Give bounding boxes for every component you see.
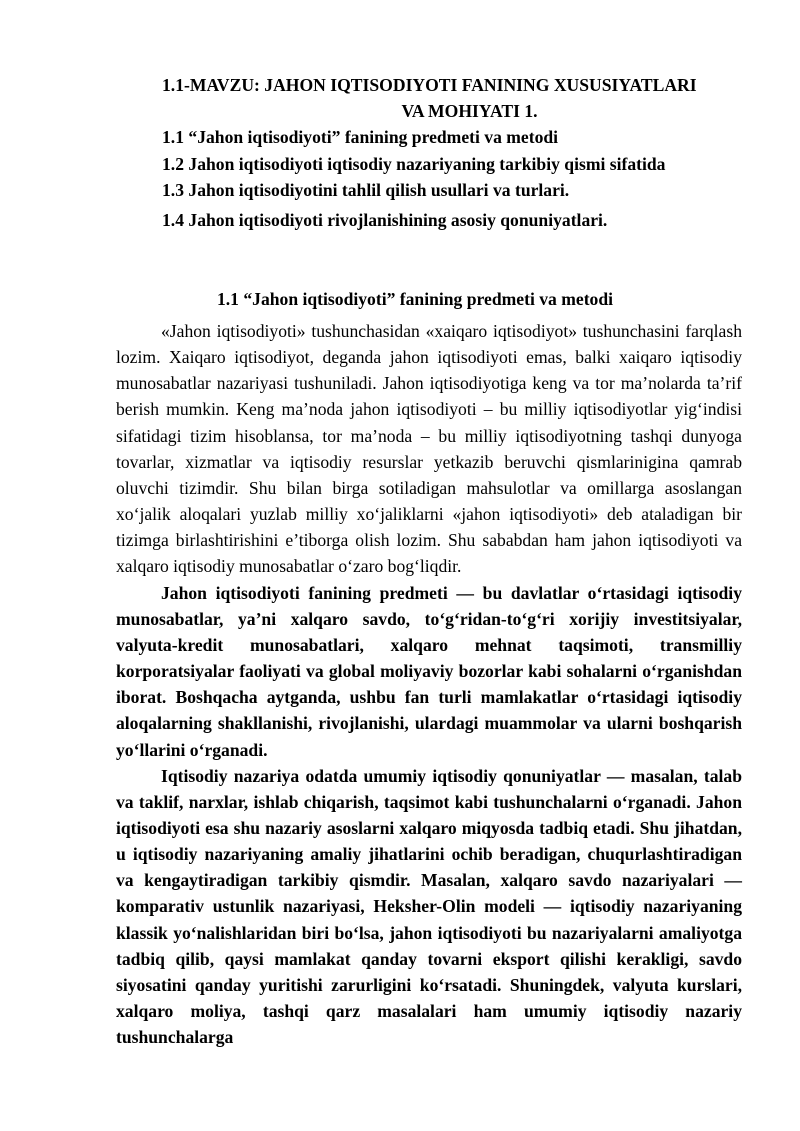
topic-outline — [162, 124, 747, 233]
outline-item: 1.3 Jahon iqtisodiyotini tahlil qilish usullari va turlari. — [162, 180, 570, 200]
topic-title-line-1: 1.1-MAVZU: JAHON IQTISODIYOTI FANINING XUSUSIYATLARI — [162, 75, 697, 95]
topic-header — [162, 72, 747, 233]
paragraph: Iqtisodiy nazariya odatda umumiy iqtisodiy qonuniyatlar — masalan, talab va taklif, narxlar, ishlab chiqarish, taqsimot kabi tushunchalarni o‘rganadi. Jahon iqtisodiyoti esa shu nazariy asoslarni xalqaro miqyosda tadbiq etadi. Shu jihatdan, u iqtisodiy nazariyaning amaliy jihatlarini ochib beradigan, chuqurlashtiradigan va kengaytiradigan tarkibiy qismdir. Masalan, xalqaro savdo nazariyalari — komparativ ustunlik nazariyasi, Heksher-Olin modeli — iqtisodiy nazariyaning klassik yo‘nalishlaridan biri bo‘lsa, jahon iqtisodiyoti bu nazariyalarni amaliyotga tadbiq qilib, qaysi mamlakat qanday tovarni eksport qilishi kerakligi, savdo siyosatini qanday yuritishi zarurligini ko‘rsatadi. Shuningdek, valyuta kurslari, xalqaro moliya, tashqi qarz masalalari ham umumiy iqtisodiy nazariy tushunchalarga — [116, 765, 742, 1048]
outline-item: 1.4 Jahon iqtisodiyoti rivojlanishining asosiy qonuniyatlari. — [162, 209, 608, 230]
body-text — [116, 318, 742, 1050]
section-heading: 1.1 “Jahon iqtisodiyoti” fanining predmeti va metodi — [216, 289, 614, 309]
outline-item: 1.1 “Jahon iqtisodiyoti” fanining predmeti va metodi — [162, 127, 559, 147]
outline-item: 1.2 Jahon iqtisodiyoti iqtisodiy nazariyaning tarkibiy qismi sifatida — [162, 153, 666, 174]
paragraph: Jahon iqtisodiyoti fanining predmeti — bu davlatlar o‘rtasidagi iqtisodiy munosabatlar, ya’ni xalqaro savdo, to‘g‘ridan-to‘g‘ri xorijiy investitsiyalar, valyuta-kredit munosabatlari, xalqaro mehnat taqsimoti, transmilliy korporatsiyalar faoliyati va global moliyaviy bozorlar kabi sohalarni o‘rganishdan iborat. Boshqacha aytganda, ushbu fan turli mamlakatlar o‘rtasidagi iqtisodiy aloqalarning shakllanishi, rivojlanishi, ulardagi muammolar va ularni boshqarish yo‘llarini o‘rganadi. — [116, 582, 742, 760]
paragraph: «Jahon iqtisodiyoti» tushunchasidan «xaiqaro iqtisodiyot» tushunchasini farqlash lozim. Xaiqaro iqtisodiyot, deganda jahon iqtisodiyoti emas, balki xaiqaro iqtisodiy munosabatlar nazariyasi tushuniladi. Jahon iqtisodiyotiga keng va tor ma’nolarda ta’rif berish mumkin. Keng ma’noda jahon iqtisodiyoti – bu milliy iqtisodiyotlar yig‘indisi sifatidagi tizim hisoblansa, tor ma’noda – bu milliy iqtisodiyotning tashqi dunyoga tovarlar, xizmatlar va iqtisodiy resurslar yetkazib beruvchi qismlarinigina qamrab oluvchi tizimdir. Shu bilan birga sotiladigan mahsulotlar va omillarga asoslangan xo‘jalik aloqalari yuzlab milliy xo‘jaliklarni «jahon iqtisodiyoti» deb ataladigan bir tizimga birlashtirishini e’tiborga olish lozim. Shu sababdan ham jahon iqtisodiyoti va xalqaro iqtisodiy munosabatlar o‘zaro bog‘liqdir. — [116, 321, 742, 577]
topic-title-line-2: VA MOHIYATI 1. — [401, 101, 538, 121]
